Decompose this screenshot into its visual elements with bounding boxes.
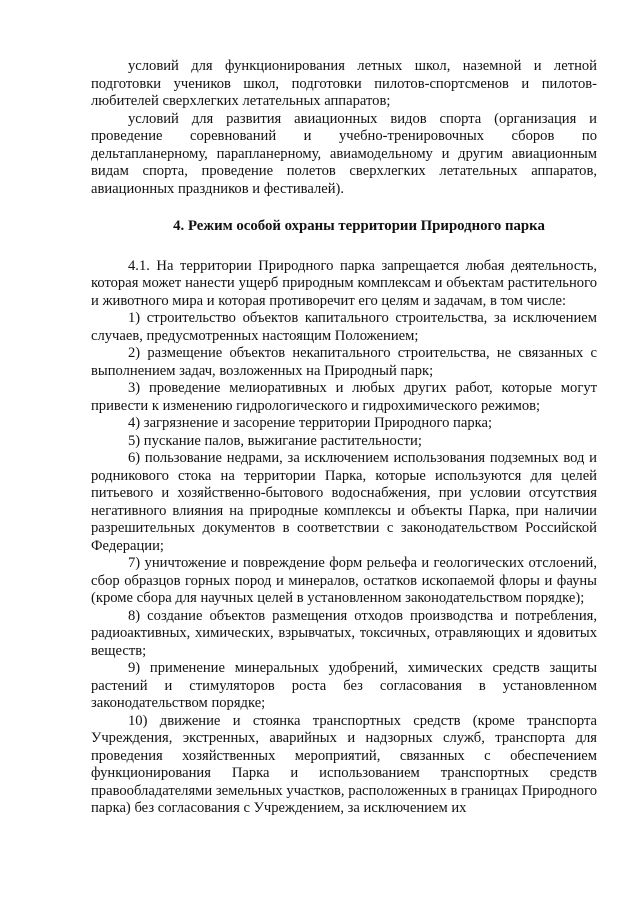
list-item: 3) проведение мелиоративных и любых других работ, которые могут привести к изменению гидрологического и гидрохимического режимов; bbox=[91, 380, 597, 414]
section-heading bbox=[91, 218, 597, 236]
list-item: 2) размещение объектов некапитального строительства, не связанных с выполнением задач, возложенных на Природный парк; bbox=[91, 345, 597, 379]
list-item: 6) пользование недрами, за исключением использования подземных вод и родникового стока на территории Парка, которые используются для целей питьевого и хозяйственно-бытового водоснабжения, при условии отсутствия негативного влияния на природные комплексы и объекты Парка, при наличии разрешительных документов в соответствии с законодательством Российской Федерации; bbox=[91, 450, 597, 554]
list-item: 8) создание объектов размещения отходов производства и потребления, радиоактивных, химических, взрывчатых, токсичных, отравляющих и ядовитых веществ; bbox=[91, 607, 597, 659]
paragraph-aviation-sports: условий для развития авиационных видов спорта (организация и проведение соревнований и учебно-тренировочных сборов по дельтапланерному, парапланерному, авиамодельному и другим авиационным видам спорта, проведение полетов сверхлегких летательных аппаратов, авиационных праздников и фестивалей). bbox=[91, 110, 597, 197]
paragraph-intro: 4.1. На территории Природного парка запрещается любая деятельность, которая может нанести ущерб природным комплексам и объектам растительного и животного мира и которая противоречит его целям и задачам, в том числе: bbox=[91, 257, 597, 309]
list-item: 10) движение и стоянка транспортных средств (кроме транспорта Учреждения, экстренных, аварийных и надзорных служб, транспорта для проведения хозяйственных мероприятий, связанных с обеспечением функционирования Парка и использованием транспортных средств правообладателями земельных участков, расположенных в границах Природного парка) без согласования с Учреждением, за исключением их bbox=[91, 712, 597, 816]
list-item: 9) применение минеральных удобрений, химических средств защиты растений и стимуляторов роста без согласования в установленном законодательством порядке; bbox=[91, 660, 597, 711]
list-item: 1) строительство объектов капитального строительства, за исключением случаев, предусмотренных настоящим Положением; bbox=[91, 310, 597, 344]
list-item: 7) уничтожение и повреждение форм рельефа и геологических отслоений, сбор образцов горных пород и минералов, остатков ископаемой флоры и фауны (кроме сбора для научных целей в установленном законодательством порядке); bbox=[91, 555, 597, 606]
section-heading-text: 4. Режим особой охраны территории Природного парка bbox=[173, 218, 545, 234]
list-item: 5) пускание палов, выжигание растительности; bbox=[128, 432, 422, 449]
paragraph-flight-schools: условий для функционирования летных школ, наземной и летной подготовки учеников школ, подготовки пилотов-спортсменов и пилотов-любителей сверхлегких летательных аппаратов; bbox=[91, 58, 597, 109]
document-page bbox=[91, 58, 597, 818]
list-item: 4) загрязнение и засорение территории Природного парка; bbox=[128, 415, 493, 431]
